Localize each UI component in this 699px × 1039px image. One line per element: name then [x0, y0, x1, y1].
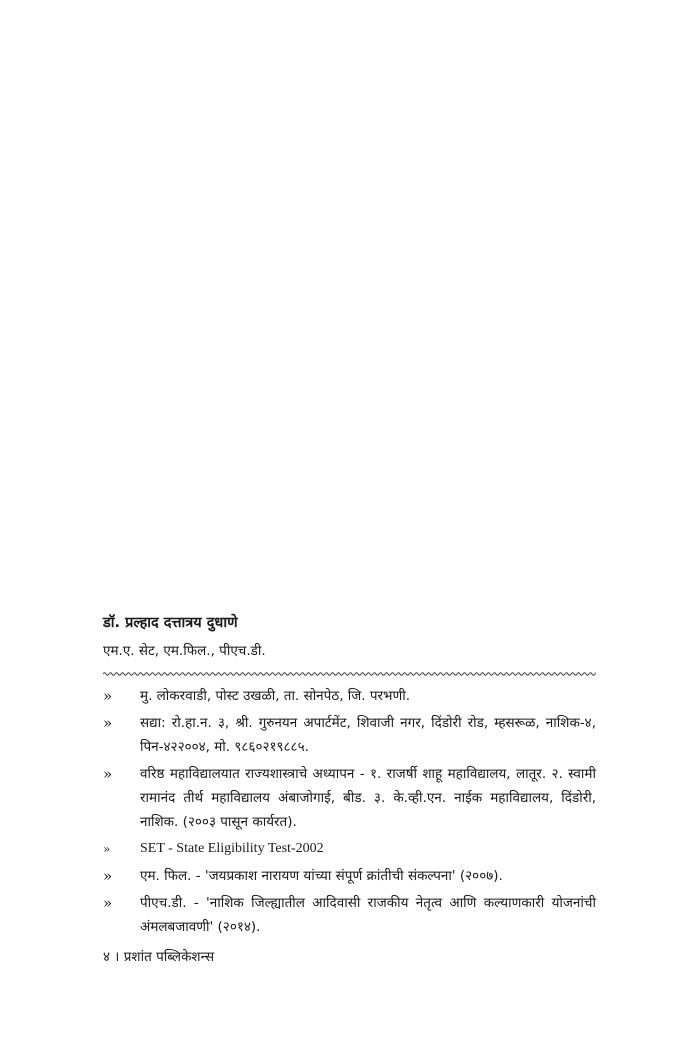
bullet-icon: »: [103, 842, 111, 856]
entry-text: SET - State Eligibility Test-2002: [140, 841, 324, 856]
entry-text: वरिष्ठ महाविद्यालयात राज्यशास्त्राचे अध्यापन - १. राजर्षी शाहू महाविद्यालय, लातूर. २. स्वामी रामानंद तीर्थ महाविद्यालय अंबाजोगाई, बीड. ३. के.व्ही.एन. नाईक महाविद्यालय, दिंडोरी, नाशिक. (२००३ पासून कार्यरत).: [140, 766, 596, 830]
entry-text: मु. लोकरवाडी, पोस्ट उखळी, ता. सोनपेठ, जि. परभणी.: [140, 688, 411, 704]
list-item: [103, 891, 596, 939]
list-item: [103, 864, 596, 888]
list-item: [103, 684, 596, 708]
list-item: [103, 837, 596, 861]
bullet-icon: »: [103, 714, 113, 732]
author-degrees: एम.ए. सेट, एम.फिल., पीएच.डी.: [103, 643, 266, 659]
wavy-divider: [103, 670, 596, 678]
entry-text: पीएच.डी. - 'नाशिक जिल्ह्यातील आदिवासी राजकीय नेतृत्व आणि कल्याणकारी योजनांची अंमलबजावणी' (२०१४).: [140, 895, 596, 935]
author-bio: [103, 612, 596, 942]
entry-text: एम. फिल. - 'जयप्रकाश नारायण यांच्या संपूर्ण क्रांतीची संकल्पना' (२००७).: [140, 868, 503, 884]
page-footer: ४ । प्रशांत पब्लिकेशन्स: [103, 949, 215, 965]
bullet-icon: »: [103, 765, 113, 783]
bullet-icon: »: [103, 894, 113, 912]
entry-text: सद्या: रो.हा.न. ३, श्री. गुरुनयन अपार्टमेंट, शिवाजी नगर, दिंडोरी रोड, म्हसरूळ, नाशिक-४, पिन-४२२००४, मो. ९८६०२१९८८५.: [140, 715, 596, 755]
bullet-icon: »: [103, 687, 113, 705]
author-name: डॉ. प्रल्हाद दत्तात्रय दुधाणे: [103, 615, 238, 631]
bullet-icon: »: [103, 867, 113, 885]
list-item: [103, 711, 596, 759]
list-item: [103, 762, 596, 834]
bio-entries: [103, 684, 596, 939]
